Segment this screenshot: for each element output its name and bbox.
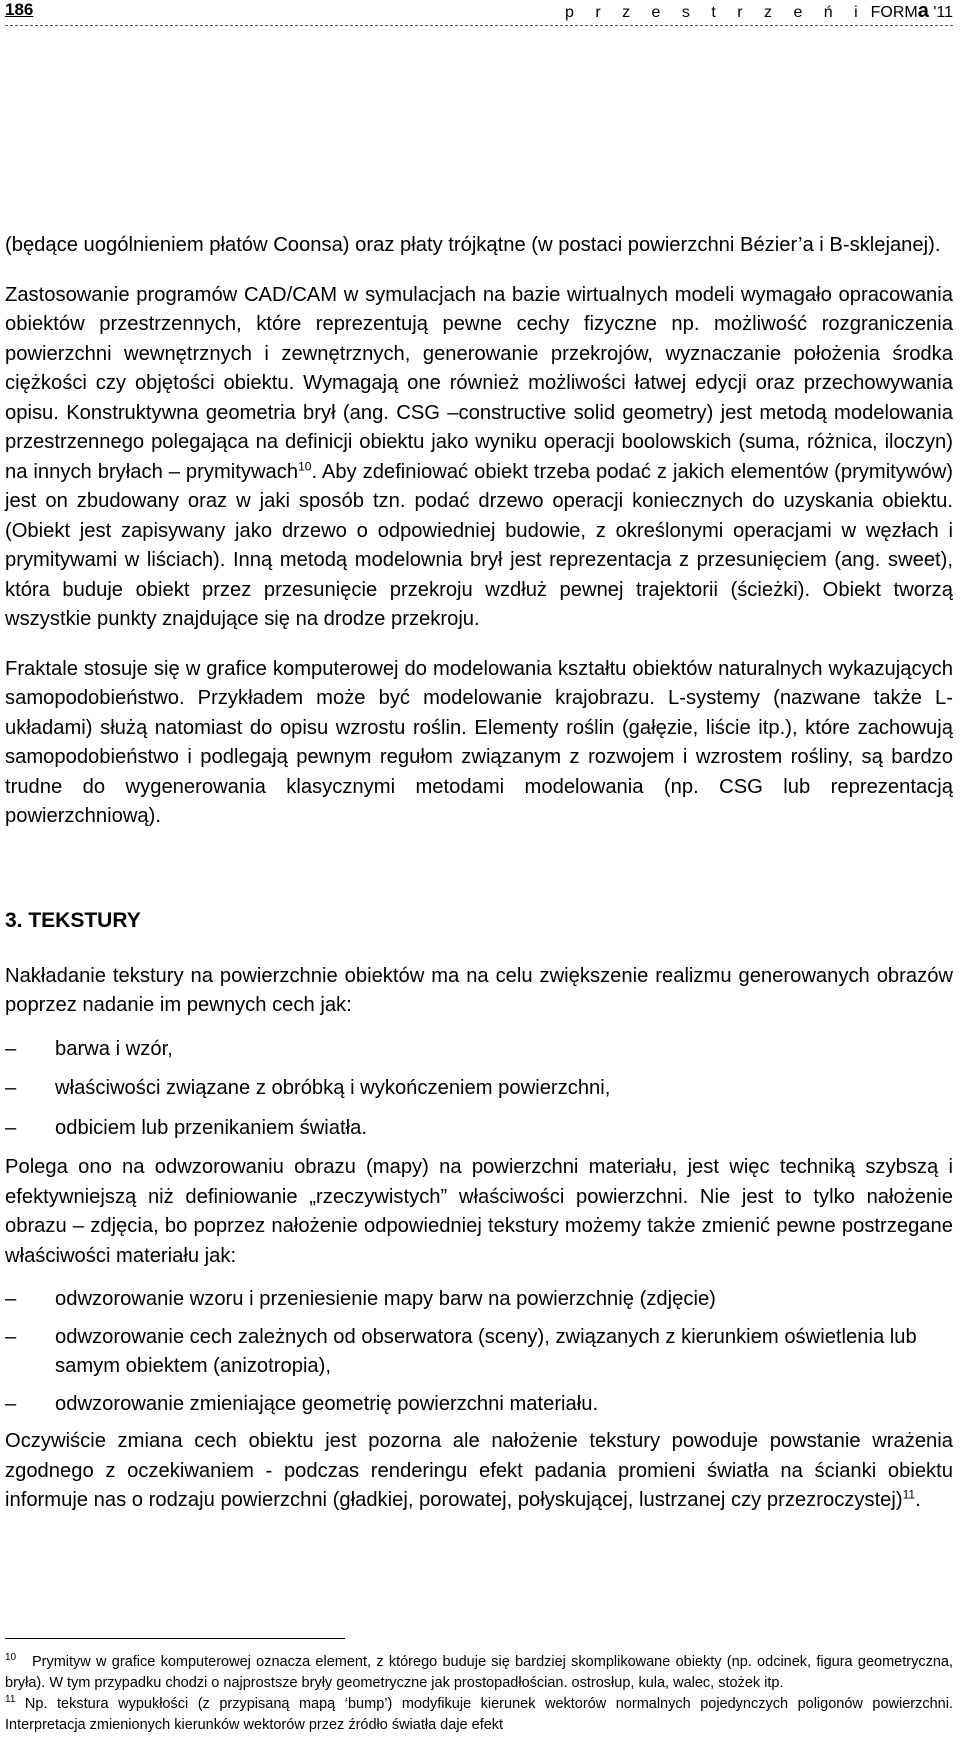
paragraph-conclusion-end: . [915, 1489, 921, 1511]
material-properties-list [5, 1285, 953, 1419]
paragraph-continuation: (będące uogólnieniem płatów Coonsa) oraz płaty trójkątne (w postaci powierzchni Bézier’a i B-sklejanej). [5, 234, 941, 256]
journal-title [565, 0, 953, 23]
dash-bullet: – [5, 1037, 17, 1060]
list-item-text: odwzorowanie wzoru i przeniesienie mapy barw na powierzchnię (zdjęcie) [55, 1288, 716, 1310]
journal-title-spaced: p r z e s t r z e ń i [564, 4, 867, 21]
paragraph-csg-part1: Zastosowanie programów CAD/CAM w symulacjach na bazie wirtualnych modeli wymagało opracowania obiektów przestrzennych, które reprezentują pewne cechy fizyczne np. możliwość rozgraniczenia powierzchni wewnętrznych i zewnętrznych, generowanie przekrojów, wyznaczanie położenia środka ciężkości czy objętości obiektu. Wymagają one również możliwości łatwej edycji oraz przechowywania opisu. Konstruktywna geometria brył (ang. CSG –constructive solid geometry) jest metodą modelowania przestrzennego polegająca na definicji obiektu jako wyniku operacji boolowskich (suma, różnica, iloczyn) na innych bryłach – prymitywach [5, 283, 953, 483]
list-item [5, 1323, 953, 1382]
paragraph-csg [5, 281, 953, 635]
list-item-text: właściwości związane z obróbką i wykończeniem powierzchni, [55, 1077, 611, 1099]
paragraph-fractals: Fraktale stosuje się w grafice komputerowej do modelowania kształtu obiektów naturalnych wykazujących samopodobieństwo. Przykładem może być modelowanie krajobrazu. L-systemy (nazwane także L-układami) służą natomiast do opisu wzrostu roślin. Elementy roślin (gałęzie, liście itp.), które zachowują samopodobieństwo i podlegają pewnym regułom związanym z rozwojem i wzrostem rośliny, są bardzo trudne do wygenerowania klasycznymi metodami modelowania (np. CSG lub reprezentacją powierzchniową). [5, 657, 953, 827]
dash-bullet: – [5, 1077, 17, 1099]
footnote-separator [5, 1638, 345, 1639]
footnote-text: Prymityw w grafice komputerowej oznacza element, z którego buduje się bardziej skomplikowane obiekty (np. odcinek, figura geometryczna, bryła). W tym przypadku chodzi o najprostsze bryły geometryczne jak prostopadłościan. ostrosłup, kula, walec, stożek itp. [5, 1654, 953, 1691]
footnote-10 [5, 1652, 953, 1694]
list-item-text: barwa i wzór, [55, 1037, 173, 1060]
paragraph-mapping: Polega ono na odwzorowaniu obrazu (mapy) na powierzchni materiału, jest więc techniką szybszą i efektywniejszą niż definiowanie „rzeczywistych” właściwości powierzchni. Nie jest to tylko nałożenie obrazu – zdjęcia, bo poprzez nałożenie odpowiedniej tekstury możemy także zmienić pewne postrzegane właściwości materiału jak: [5, 1156, 953, 1267]
paragraph-csg-part2: . Aby zdefiniować obiekt trzeba podać z jakich elementów (prymitywów) jest on zbudowany oraz w jaki sposób tzn. podać drzewo operacji koniecznych do uzyskania obiektu. (Obiekt jest zapisywany jako drzewo o odpowiedniej budowie, z określonymi operacjami w węzłach i prymitywami w liściach). Inną metodą modelownia brył jest reprezentacja z przesunięciem (ang. sweet), która buduje obiekt przez przesunięcie przekroju wzdłuż pewnej trajektorii (ścieżki). Obiekt tworzą wszystkie punkty znajdujące się na drodze przekroju. [5, 460, 953, 630]
list-item-text: odwzorowanie zmieniające geometrię powierzchni materiału. [55, 1392, 599, 1415]
journal-year: '11 [933, 4, 953, 21]
journal-title-form: FORM [870, 4, 918, 21]
paragraph-conclusion [5, 1427, 953, 1516]
dash-bullet: – [5, 1325, 17, 1348]
footnote-number: 10 [5, 1652, 17, 1664]
dash-bullet: – [5, 1116, 17, 1139]
main-text [5, 231, 953, 1516]
footnotes [5, 1652, 953, 1736]
list-item [5, 1114, 953, 1144]
dash-bullet: – [5, 1288, 17, 1310]
list-item-text: odbiciem lub przenikaniem światła. [55, 1116, 367, 1139]
list-item [5, 1285, 953, 1315]
footnote-number: 11 [5, 1694, 16, 1706]
footnote-text: Np. tekstura wypukłości (z przypisaną mapą ‘bump’) modyfikuje kierunek wektorów normalnych pojedynczych poligonów powierzchni. Interpretacja zmienionych kierunków wektorów przez źródło światła daje efekt [5, 1696, 953, 1733]
list-item [5, 1035, 953, 1065]
list-item [5, 1074, 953, 1104]
header-rule [5, 25, 953, 26]
journal-title-a: a [917, 0, 929, 22]
texture-features-list [5, 1035, 953, 1144]
footnote-11 [5, 1694, 953, 1736]
list-item [5, 1390, 953, 1420]
dash-bullet: – [5, 1392, 17, 1415]
page-number: 186 [5, 0, 34, 19]
footnote-ref-11[interactable]: 11 [902, 1487, 916, 1502]
section-heading-textures: 3. TEKSTURY [5, 908, 141, 932]
paragraph-conclusion-text: Oczywiście zmiana cech obiektu jest pozorna ale nałożenie tekstury powoduje powstanie wrażenia zgodnego z oczekiwaniem - podczas renderingu efekt padania promieni światła na ścianki obiektu informuje nas o rodzaju powierzchni (gładkiej, porowatej, połyskującej, lustrzanej czy przezroczystej) [5, 1430, 953, 1511]
footnote-ref-10[interactable]: 10 [298, 458, 312, 473]
running-header [5, 0, 953, 30]
list-item-text: odwzorowanie cech zależnych od obserwatora (sceny), związanych z kierunkiem oświetlenia lub samym obiektem (anizotropia), [55, 1325, 917, 1377]
paragraph-textures-intro: Nakładanie tekstury na powierzchnie obiektów ma na celu zwiększenie realizmu generowanych obrazów poprzez nadanie im pewnych cech jak: [5, 964, 953, 1016]
